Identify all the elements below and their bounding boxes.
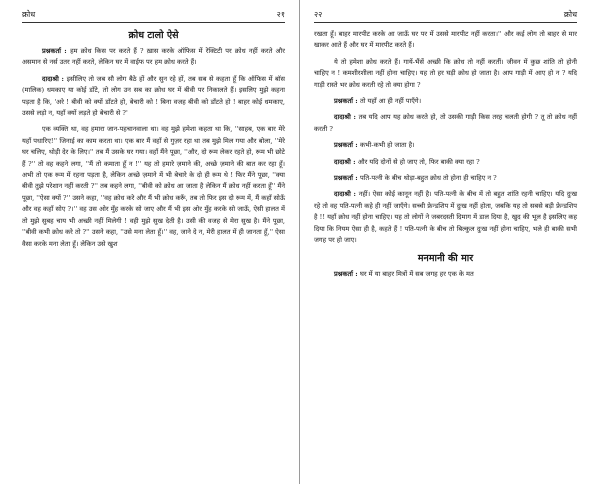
paragraph-text: इसीलिए तो जब सौ लोग बैठे हों और सुन रहे हों, तब सब से कहता हूँ कि ऑफिस में बॉस (मालिक) धमकाए या कोई डाँटे, तो लोग उन सब का क्रोध घर में बीवी पर निकालते हैं। इसलिए मुझे कहना पड़ता है कि, 'अरे ! बीवी को क्यों डाँटते हो, बेचारी को ! बिना वजह बीवी को डाँटते हो ! बाहर कोई धमकाए, उससे लड़ो न, यहाँ क्यों लड़ते हो बेचारी से ?': [22, 74, 285, 118]
dialogue-paragraph: [314, 173, 577, 184]
dialogue-paragraph: [314, 157, 577, 168]
speaker-label: प्रश्नकर्ता :: [334, 174, 360, 183]
left-page: [0, 0, 299, 484]
running-title: क्रोध: [22, 10, 36, 19]
paragraph-text: रखता हूँ। बाहर मारपीट करके आ जाऊँ घर पर में उससे मारपीट नहीं करता।'' और कई लोग तो बाहर से मार खाकर आते हैं और घर में मारपीट करते हैं।: [314, 30, 577, 50]
speaker-label: प्रश्नकर्ता :: [334, 141, 360, 150]
paragraph-text: ये तो हमेशा क्रोध करते हैं। गायें-भैंसें अच्छी कि क्रोध तो नहीं करतीं। जीवन में कुछ शांति तो होनी चाहिए न ! कमशीरशीला नहीं होना चाहिए। यह तो हर घड़ी क्रोध हो जाता है। आप गाड़ी में आए हो न ? यदि गाड़ी रास्ते भर क्रोध करती रहे तो क्या होगा ?: [314, 57, 577, 89]
speaker-label: दादाश्री :: [334, 190, 359, 199]
dialogue-paragraph: [314, 140, 577, 151]
speaker-label: प्रश्नकर्ता :: [42, 47, 71, 55]
dialogue-paragraph: [314, 269, 577, 280]
dialogue-paragraph: [22, 124, 285, 249]
dialogue-paragraph: [22, 74, 285, 120]
section-title: क्रोध टालो ऐसे: [128, 30, 179, 41]
dialogue-paragraph: [314, 189, 577, 246]
section-title: मनमानी की मार: [417, 252, 474, 264]
paragraph-text: एक व्यक्ति था, वह हमारा जान-पहचानवाला था। वह मुझे हमेशा कहता था कि, ''साहब, एक बार मेरे यहाँ पधारिए!'' जिनाई का काम करता था। एक बार मैं वहाँ से गुज़र रहा था तब मुझे मिल गया और बोला, ''मेरे घर चलिए, थोड़ी देर के लिए।'' तब मैं उसके घर गया। वहाँ मैंने पूछा, ''और, दो रूम लेकर रहते हो, रूम भी छोटे हैं ?'' तो वह कहने लगा, ''मैं तो कमाता हूँ न !'' यह तो हमारे ज़माने की, अच्छे ज़माने की बात कर रहा हूँ। अभी तो एक रूम में रहना पड़ता है, लेकिन अच्छे ज़माने में भी बेचारे के दो ही रूम थे ! फिर मैंने पूछा, ''क्या बीवी तुझे परेशान नहीं करती ?'' तब कहने लगा, ''बीवी को क्रोध आ जाता है लेकिन मैं क्रोध नहीं करता हूँ'' मैंने पूछा, ''ऐसा क्यों ?'' उसने कहा, ''वह क्रोध करे और मैं भी क्रोध करूँ, तब तो फिर इस दो रूम में, मैं कहाँ सोऊँ और वह कहाँ सोए ?।'' वह उस ओर मुँह करके सो जाए और मैं भी इस ओर मुँह करके सो जाऊँ, ऐसी हालत में तो मुझे सुबह चाय भी अच्छी नहीं मिलेगी ! वही मुझे सुख देती है। उसी की वजह से मेरा सुख है। मैंने पूछा, ''बीवी कभी क्रोध करे तो ?'' उसने कहा, ''उसे मना लेता हूँ।'' वह, जाने दे न, मेरी हालत में ही जानता हूँ,'' ऐसा वैसा करके मना लेता हूँ। लेकिन उसे खुश: [22, 125, 285, 248]
paragraph-text: तो यहाँ आ ही नहीं पाएँगे।: [359, 97, 422, 106]
paragraph-text: घर में या बाहर मित्रों में सब जगह हर एक के मत: [359, 269, 474, 278]
right-page: [300, 0, 599, 484]
right-page-body: [314, 29, 577, 247]
dialogue-paragraph: [314, 29, 577, 52]
dialogue-paragraph: [314, 57, 577, 91]
left-page-body: [22, 46, 285, 250]
right-page-header: [314, 10, 577, 23]
paragraph-text: हम क्रोध किस पर करते हैं ? ख़ास करके ऑफिस में रेक्टिटी पर क्रोध नहीं करते और असमान से नर्स उतर नहीं करते, लेकिन घर में वाईफ पर हम क्रोध करते हैं।: [22, 47, 285, 67]
speaker-label: दादाश्री :: [334, 157, 358, 166]
page-number: २२: [314, 10, 323, 19]
page-number: २१: [276, 10, 285, 19]
left-page-header: [22, 10, 285, 23]
speaker-label: दादाश्री :: [334, 113, 359, 122]
paragraph-text: पति-पत्नी के बीच थोड़ा-बहुत क्रोध तो होना ही चाहिए न ?: [359, 174, 497, 183]
paragraph-text: नहीं। ऐसा कोई कानून नहीं है। पति-पत्नी के बीच में तो बहुत शांति रहनी चाहिए। यदि दुःख रहे तो वह पति-पत्नी कहे ही नहीं जाएँगे। सच्ची फ्रेन्डशिप में दुःख नहीं होता, जबकि यह तो सबसे बड़ी फ्रेन्डशिप है !! यहाँ क्रोध नहीं होना चाहिए। यह तो लोगों ने जबरदस्ती दिमाग में डाल दिया है, खुद की भूल है इसलिए कह दिया कि नियम ऐसा ही है, कहते हैं ! पति-पत्नी के बीच तो बिल्कुल दुःख नहीं होना चाहिए, भले ही बाकी सभी जगह पर हो जाए।: [314, 190, 577, 245]
speaker-label: दादाश्री :: [42, 74, 67, 83]
paragraph-text: कभी-कभी हो जाता है।: [359, 141, 415, 150]
paragraph-text: तब यदि आप यह क्रोध करते हो, तो उसकी गाड़ी किस तरह चलती होगी ? तू तो क्रोध नहीं करती ?: [314, 113, 577, 133]
dialogue-paragraph: [314, 96, 577, 107]
dialogue-paragraph: [22, 46, 285, 69]
paragraph-text: और यदि दोनों से हो जाए तो, फिर बाकी क्या रहा ?: [357, 157, 480, 166]
running-title: क्रोध: [563, 10, 577, 19]
speaker-label: प्रश्नकर्ता :: [334, 269, 360, 278]
speaker-label: प्रश्नकर्ता :: [334, 97, 360, 106]
dialogue-paragraph: [314, 112, 577, 135]
